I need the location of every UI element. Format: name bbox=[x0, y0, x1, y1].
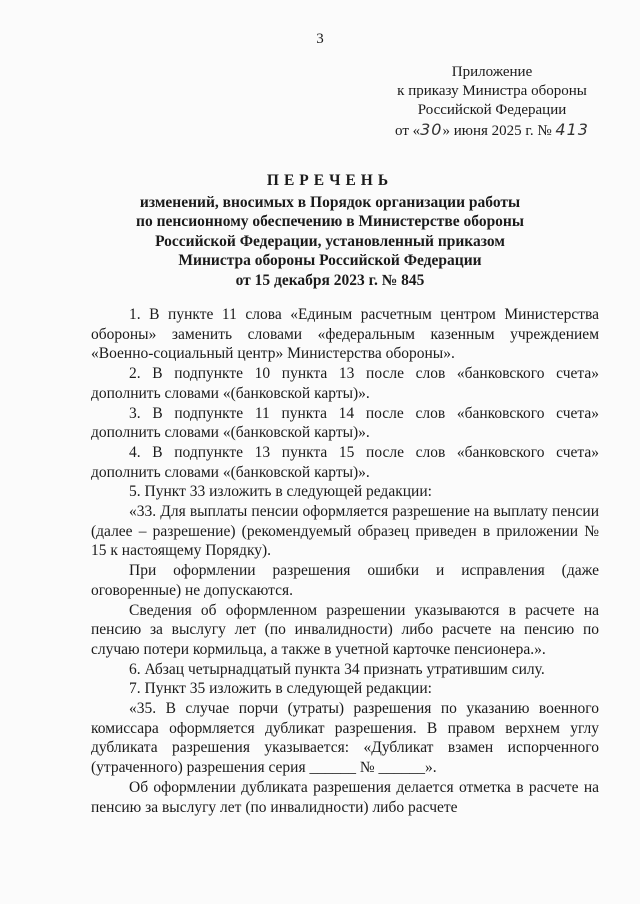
date-prefix: от « bbox=[395, 123, 421, 139]
paragraph: 3. В подпункте 11 пункта 14 после слов «банковского счета» дополнить словами «(банковской карты)». bbox=[91, 404, 599, 442]
page-number: 3 bbox=[316, 31, 324, 47]
paragraph: При оформлении разрешения ошибки и исправления (даже оговоренные) не допускаются. bbox=[91, 562, 599, 599]
paragraph: 6. Абзац четырнадцатый пункта 34 признать утратившим силу. bbox=[129, 660, 545, 678]
paragraph: 7. Пункт 35 изложить в следующей редакции: bbox=[129, 680, 432, 698]
heading-line-5: от 15 декабря 2023 г. № 845 bbox=[235, 271, 425, 289]
handwritten-day: 30 bbox=[420, 120, 443, 139]
appendix-country-line: Российской Федерации bbox=[417, 102, 567, 118]
handwritten-order-number: 413 bbox=[555, 120, 589, 139]
paragraph: Сведения об оформленном разрешении указываются в расчете на пенсию за выслугу лет (по инвалидности) либо расчете на пенсию по случаю потери кормильца, а также в учетной карточке пенсионера.». bbox=[91, 601, 599, 658]
paragraph: «35. В случае порчи (утраты) разрешения по указанию военного комиссара оформляется дубликат разрешения. В правом верхнем углу дубликата разрешения указывается: «Дубликат взамен испорченного (утраченного) разрешения серия ______ № ______». bbox=[91, 700, 599, 777]
heading-title: ПЕРЕЧЕНЬ bbox=[266, 172, 394, 189]
paragraph: 2. В подпункте 10 пункта 13 после слов «банковского счета» дополнить словами «(банковской карты)». bbox=[91, 365, 599, 402]
appendix-label: Приложение bbox=[451, 64, 533, 80]
paragraph: 1. В пункте 11 слова «Единым расчетным центром Министерства обороны» заменить словами «федеральным казенным учреждением «Военно-социальный центр» Министерства обороны». bbox=[91, 306, 599, 363]
document-body bbox=[91, 305, 599, 817]
document-heading bbox=[60, 171, 600, 290]
paragraph: «33. Для выплаты пенсии оформляется разрешение на выплату пенсии (далее – разрешение) (рекомендуемый образец приведен в приложении № 15 к настоящему Порядку). bbox=[91, 503, 599, 560]
heading-line-4: Министра обороны Российской Федерации bbox=[178, 252, 482, 269]
heading-line-2: по пенсионному обеспечению в Министерстве обороны bbox=[136, 213, 524, 230]
heading-line-1: изменений, вносимых в Порядок организации работы bbox=[139, 193, 521, 211]
heading-line-3: Российской Федерации, установленный приказом bbox=[155, 232, 505, 250]
appendix-order-line: к приказу Министра обороны bbox=[397, 83, 587, 99]
appendix-date-line bbox=[372, 120, 612, 141]
paragraph: 5. Пункт 33 изложить в следующей редакции: bbox=[129, 483, 432, 501]
appendix-block bbox=[372, 63, 612, 141]
paragraph: Об оформлении дубликата разрешения делается отметка в расчете на пенсию за выслугу лет (по инвалидности) либо расчете bbox=[91, 778, 599, 816]
paragraph: 4. В подпункте 13 пункта 15 после слов «банковского счета» дополнить словами «(банковской карты)». bbox=[91, 443, 599, 481]
date-middle: » июня 2025 г. № bbox=[442, 123, 552, 139]
